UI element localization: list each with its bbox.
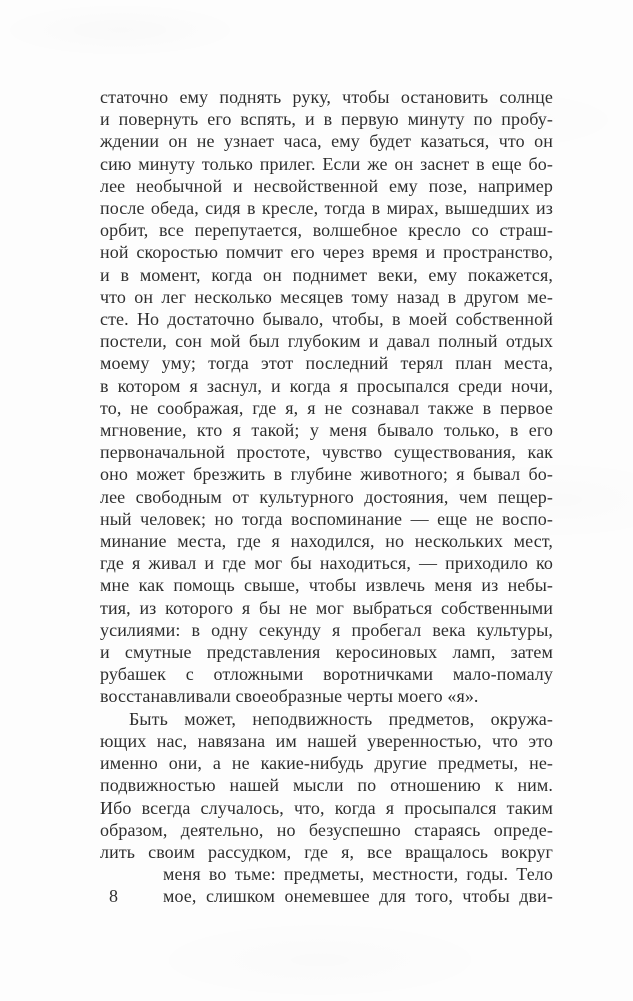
text-line: ной скоростью помчит его через время и пространство,: [100, 242, 553, 263]
text-line: мое, слишком онемевшее для того, чтобы дви-: [163, 886, 553, 907]
text-line: Быть может, неподвижность предметов, окружа-: [129, 708, 553, 729]
text-line: меня во тьме: предметы, местности, годы. Тело: [163, 864, 553, 885]
text-line: что он лег несколько месяцев тому назад в другом ме-: [100, 286, 553, 307]
paragraph-second: [100, 708, 553, 863]
text-line: подвижностью нашей мысли по отношению к ним.: [100, 775, 553, 796]
paragraph-continuation: [100, 86, 553, 708]
text-line: то, не соображая, где я, я не сознавал также в первое: [100, 397, 553, 418]
text-line: восстанавливали своеобразные черты моего «я».: [100, 686, 479, 707]
body-text: [100, 86, 553, 908]
text-line: усилиями: в одну секунду я пробегал века культуры,: [100, 619, 553, 640]
text-line: моему уму; тогда этот последний терял план места,: [100, 353, 553, 374]
text-line: и смутные представления керосиновых ламп, затем: [100, 642, 553, 663]
text-line: Ибо всегда случалось, что, когда я просыпался таким: [100, 797, 553, 818]
text-line: рубашек с отложными воротничками мало-помалу: [100, 664, 553, 685]
text-line: именно они, а не какие-нибудь другие предметы, не-: [100, 753, 553, 774]
text-line: оно может брезжить в глубине животного; я бывал бо-: [100, 464, 553, 485]
page-number: 8: [109, 886, 119, 907]
text-line: сте. Но достаточно бывало, чтобы, в моей собственной: [100, 309, 553, 330]
text-line: ждении он не узнает часа, ему будет казаться, что он: [100, 131, 553, 152]
text-line: статочно ему поднять руку, чтобы остановить солнце: [100, 87, 553, 107]
paragraph-second-continued: [163, 863, 553, 907]
text-line: и повернуть его вспять, и в первую минуту по пробу-: [100, 109, 553, 130]
text-line: лить своим рассудком, где я, все вращалось вокруг: [100, 841, 553, 862]
text-line: мгновение, кто я такой; у меня бывало только, в его: [100, 420, 553, 441]
text-line: образом, деятельно, но безуспешно стараясь опреде-: [100, 819, 553, 840]
text-line: где я живал и где мог бы находиться, — приходило ко: [100, 553, 553, 574]
text-line: мне как помощь свыше, чтобы извлечь меня из небы-: [100, 575, 553, 596]
text-line: лее необычной и несвойственной ему позе, например: [100, 175, 553, 196]
text-line: постели, сон мой был глубоким и давал полный отдых: [100, 331, 553, 352]
text-line: орбит, все перепутается, волшебное кресло со страш-: [100, 220, 553, 241]
text-line: первоначальной простоте, чувство существования, как: [100, 442, 553, 463]
page-footer-row: [100, 863, 553, 907]
text-line: лее свободным от культурного достояния, чем пещер-: [100, 486, 553, 507]
text-line: ный человек; но тогда воспоминание — еще не воспо-: [100, 508, 553, 529]
text-line: минание места, где я находился, но нескольких мест,: [100, 531, 553, 552]
text-line: и в момент, когда он поднимет веки, ему покажется,: [100, 264, 553, 285]
text-line: сию минуту только прилег. Если же он заснет в еще бо-: [100, 153, 553, 174]
text-line: в котором я заснул, и когда я просыпался среди ночи,: [100, 375, 553, 396]
text-line: после обеда, сидя в кресле, тогда в мирах, вышедших из: [100, 198, 553, 219]
text-line: тия, из которого я бы не мог выбраться собственными: [100, 597, 553, 618]
text-line: ющих нас, навязана им нашей уверенностью, что это: [100, 730, 553, 751]
